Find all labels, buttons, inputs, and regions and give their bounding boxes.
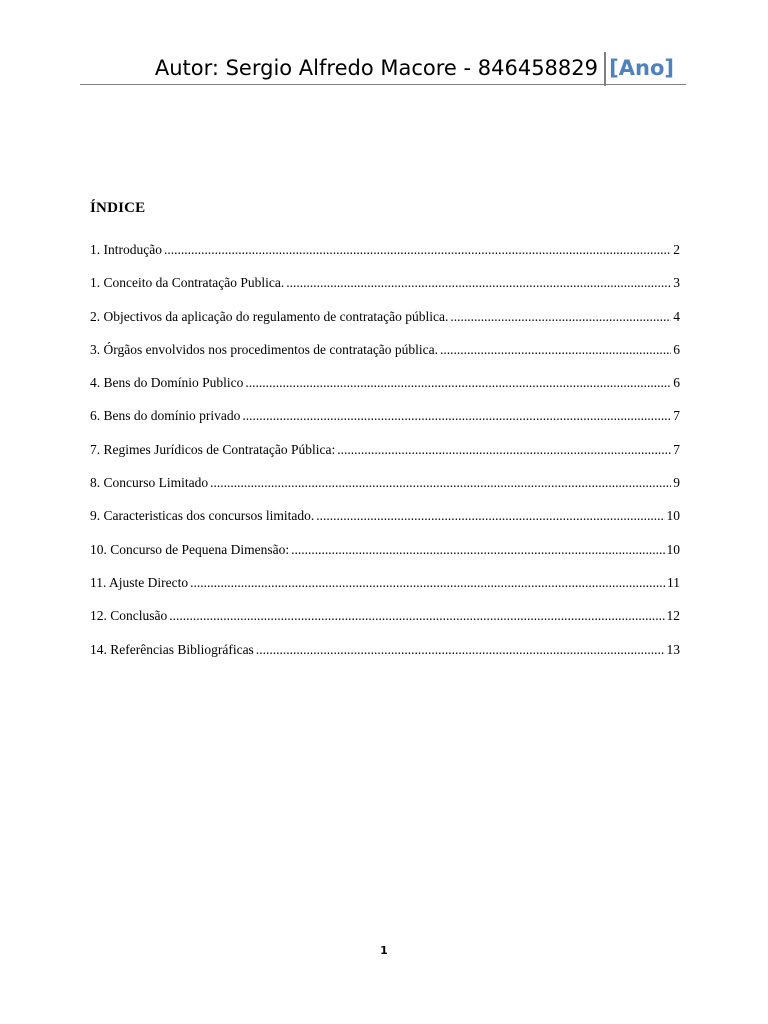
toc-leader-dots [245,371,671,395]
toc-entry-label: 12. Conclusão [90,608,168,624]
toc-entry-page: 2 [673,242,680,257]
toc-entry[interactable] [90,305,680,338]
toc-leader-dots [164,238,671,262]
toc-entry[interactable] [90,504,680,537]
toc-leader-dots [242,404,671,428]
toc-entry-page: 9 [673,475,680,491]
toc-entry[interactable] [90,471,680,504]
toc-entry[interactable] [90,638,680,671]
toc-entry-label: 9. Caracteristicas dos concursos limitado. [90,508,315,524]
toc-entry-page: 11 [667,574,680,590]
toc-entry[interactable] [90,404,680,437]
toc-entry[interactable] [90,571,680,604]
toc-title: ÍNDICE [90,200,146,216]
toc-entry-page: 13 [666,641,680,657]
toc-entry[interactable] [90,238,680,271]
toc-entry-page: 6 [673,341,680,357]
toc-entry-label: 2. Objectivos da aplicação do regulamento de contratação pública. [90,308,449,324]
toc-entry-page: 6 [673,375,680,391]
toc-entry[interactable] [90,371,680,404]
toc-entry[interactable] [90,271,680,304]
toc-leader-dots [256,638,665,662]
toc-entry[interactable] [90,438,680,471]
toc-entry-page: 3 [673,275,680,291]
toc-leader-dots [291,538,664,562]
toc-entry[interactable] [90,338,680,371]
toc-entry-label: 3. Órgãos envolvidos nos procedimentos de contratação pública. [90,341,439,357]
toc-entry-page: 12 [666,608,680,624]
page-header [80,46,686,85]
toc-entry-label: 1. Conceito da Contratação Publica. [90,275,285,291]
toc-entry[interactable] [90,604,680,637]
toc-entry-page: 4 [673,308,680,324]
toc-entry-label: 4. Bens do Domínio Publico [90,375,244,391]
toc-leader-dots [169,604,664,628]
toc-entry-page: 7 [673,441,680,457]
toc-entry-page: 10 [666,508,680,524]
toc-leader-dots [210,471,671,495]
header-author: Autor: Sergio Alfredo Macore - 846458829 [155,52,606,86]
toc-entry-label: 10. Concurso de Pequena Dimensão: [90,541,290,557]
toc-entry[interactable] [90,538,680,571]
toc-entry-label: 8. Concurso Limitado [90,475,209,491]
toc-leader-dots [337,438,671,462]
toc-leader-dots [316,504,664,528]
toc-entry-page: 10 [666,541,680,557]
toc-leader-dots [286,271,671,295]
page-number: 1 [380,944,388,957]
toc-entry-label: 6. Bens do domínio privado [90,408,241,424]
toc-entry-label: 11. Ajuste Directo [90,574,189,590]
toc-leader-dots [450,305,671,329]
toc-leader-dots [440,338,671,362]
toc-leader-dots [190,571,665,595]
table-of-contents [90,238,680,671]
toc-entry-page: 7 [673,408,680,424]
toc-entry-label: 7. Regimes Jurídicos de Contratação Pública: [90,441,336,457]
toc-entry-label: 14. Referências Bibliográficas [90,641,254,657]
toc-entry-label: 1. Introdução [90,242,162,257]
header-year: [Ano] [609,56,674,80]
